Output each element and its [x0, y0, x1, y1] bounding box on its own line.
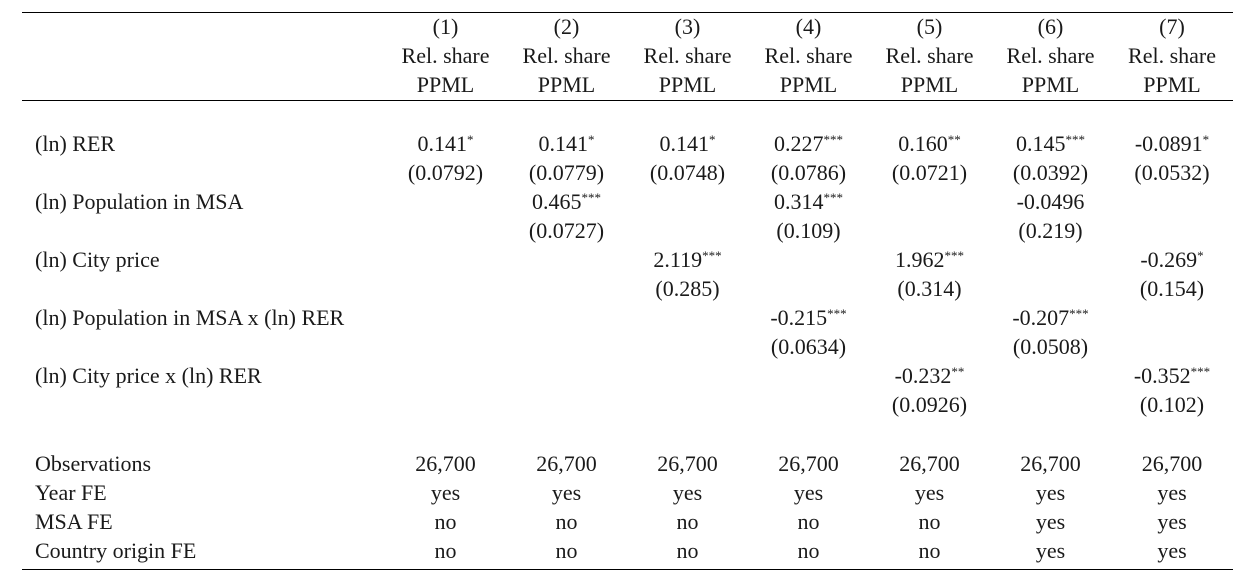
- coef-row: [22, 361, 1233, 390]
- stat-value: no: [555, 509, 578, 534]
- standard-error: [506, 390, 627, 419]
- coef-cell: [506, 129, 627, 158]
- se-row: [22, 390, 1233, 419]
- standard-error: [506, 274, 627, 303]
- coef-cell: [748, 303, 869, 332]
- coef-cell: [627, 129, 748, 158]
- coefficient-value: 0.314: [774, 189, 824, 214]
- standard-error: (0.314): [897, 276, 962, 301]
- stat-label: Observations: [35, 451, 152, 476]
- standard-error: [869, 332, 990, 361]
- standard-error: (0.0779): [528, 160, 605, 185]
- stat-value: 26,700: [1141, 451, 1203, 476]
- coef-cell: [748, 187, 869, 216]
- coef-cell: [506, 187, 627, 216]
- standard-error: (0.0786): [770, 160, 847, 185]
- coefficient-value: 0.465: [532, 189, 582, 214]
- coef-cell: [869, 361, 990, 390]
- stat-label: Country origin FE: [35, 538, 197, 563]
- significance-stars: *: [1197, 248, 1204, 263]
- stat-value: 26,700: [657, 451, 718, 476]
- stat-value: yes: [430, 480, 461, 505]
- coefficient-value: -0.207: [1012, 305, 1070, 330]
- standard-error: [990, 274, 1111, 303]
- standard-error: (0.109): [776, 218, 841, 243]
- coef-cell: [385, 129, 506, 158]
- standard-error: (0.0392): [1012, 160, 1089, 185]
- variable-label: (ln) Population in MSA x (ln) RER: [35, 305, 345, 330]
- coefficient-value: 0.141: [659, 131, 709, 156]
- spacer-cell: [22, 419, 1233, 449]
- coefficient-value: 0.141: [417, 131, 467, 156]
- significance-stars: *: [1202, 132, 1210, 147]
- estimation-method: PPML: [1143, 72, 1201, 97]
- coef-cell: [748, 129, 869, 158]
- coef-cell: [869, 303, 990, 332]
- dependent-variable: Rel. share: [764, 43, 853, 68]
- estimation-method: PPML: [658, 72, 717, 97]
- coef-cell: [869, 187, 990, 216]
- standard-error: (0.0532): [1134, 160, 1210, 185]
- se-stub: [22, 216, 385, 245]
- dependent-variable: Rel. share: [522, 43, 611, 68]
- coefficient-value: -0.215: [770, 305, 828, 330]
- dependent-variable: Rel. share: [1006, 43, 1095, 68]
- significance-stars: *: [588, 132, 595, 147]
- header-stub: [22, 12, 385, 41]
- coef-cell: [990, 245, 1111, 274]
- stat-value: 26,700: [1020, 451, 1081, 476]
- variable-label: (ln) City price: [35, 247, 160, 272]
- coef-cell: [385, 361, 506, 390]
- coef-row: [22, 129, 1233, 158]
- se-stub: [22, 390, 385, 419]
- significance-stars: ***: [1065, 132, 1085, 147]
- standard-error: [627, 216, 748, 245]
- se-stub: [22, 332, 385, 361]
- significance-stars: ***: [823, 132, 843, 147]
- stat-label: Year FE: [35, 480, 107, 505]
- stat-value: no: [918, 538, 941, 563]
- significance-stars: ***: [944, 248, 964, 263]
- coef-cell: [506, 361, 627, 390]
- coef-cell: [990, 303, 1111, 332]
- coef-cell: [385, 245, 506, 274]
- standard-error: [990, 390, 1111, 419]
- significance-stars: ***: [827, 306, 847, 321]
- header-row-dependent-variable: [22, 41, 1233, 70]
- se-stub: [22, 158, 385, 187]
- coef-cell: [627, 361, 748, 390]
- standard-error: [385, 390, 506, 419]
- coef-cell: [1111, 187, 1233, 216]
- standard-error: [385, 274, 506, 303]
- header-row-estimation-method: [22, 70, 1233, 99]
- coef-cell: [1111, 361, 1233, 390]
- significance-stars: ***: [1190, 364, 1211, 379]
- significance-stars: ***: [823, 190, 843, 205]
- stat-label: MSA FE: [35, 509, 113, 534]
- significance-stars: **: [947, 132, 961, 147]
- column-number: (7): [1159, 14, 1185, 39]
- column-number: (6): [1037, 14, 1064, 39]
- stat-value: no: [918, 509, 941, 534]
- column-number: (3): [674, 14, 701, 39]
- coef-cell: [748, 245, 869, 274]
- coefficient-value: -0.0891: [1134, 131, 1203, 156]
- header-row-column-number: [22, 12, 1233, 41]
- standard-error: (0.102): [1139, 392, 1205, 417]
- stat-value: yes: [1035, 538, 1066, 563]
- standard-error: [385, 332, 506, 361]
- estimation-method: PPML: [900, 72, 959, 97]
- stat-value: 26,700: [415, 451, 476, 476]
- significance-stars: ***: [702, 248, 722, 263]
- coefficient-value: 1.962: [895, 247, 945, 272]
- standard-error: [1111, 216, 1233, 245]
- standard-error: (0.0508): [1012, 334, 1089, 359]
- coef-cell: [869, 129, 990, 158]
- stat-value: yes: [1157, 509, 1187, 534]
- coef-cell: [385, 187, 506, 216]
- table-bottom-rule: [22, 569, 1233, 570]
- estimation-method: PPML: [1021, 72, 1080, 97]
- coefficient-value: 0.145: [1016, 131, 1066, 156]
- column-number: (2): [553, 14, 580, 39]
- standard-error: (0.219): [1018, 218, 1083, 243]
- stat-value: 26,700: [778, 451, 839, 476]
- standard-error: (0.0727): [528, 218, 605, 243]
- standard-error: (0.0634): [770, 334, 847, 359]
- se-row: [22, 332, 1233, 361]
- dependent-variable: Rel. share: [643, 43, 732, 68]
- coefficient-value: -0.0496: [1016, 189, 1085, 214]
- regression-table: [22, 12, 1233, 565]
- standard-error: (0.0721): [891, 160, 968, 185]
- stat-row: [22, 449, 1233, 478]
- coef-cell: [990, 129, 1111, 158]
- coef-cell: [506, 303, 627, 332]
- standard-error: [748, 274, 869, 303]
- coef-row: [22, 245, 1233, 274]
- significance-stars: *: [709, 132, 716, 147]
- standard-error: (0.0792): [407, 160, 484, 185]
- stat-value: no: [555, 538, 578, 563]
- coef-cell: [1111, 129, 1233, 158]
- standard-error: [1111, 332, 1233, 361]
- stat-value: no: [676, 509, 699, 534]
- dependent-variable: Rel. share: [885, 43, 974, 68]
- estimation-method: PPML: [416, 72, 475, 97]
- stat-value: no: [797, 538, 820, 563]
- coefficient-value: 2.119: [653, 247, 703, 272]
- coef-cell: [627, 187, 748, 216]
- coef-row: [22, 303, 1233, 332]
- estimation-method: PPML: [779, 72, 838, 97]
- coef-cell: [1111, 245, 1233, 274]
- variable-label: (ln) Population in MSA: [35, 189, 244, 214]
- significance-stars: *: [467, 132, 474, 147]
- significance-stars: **: [951, 364, 965, 379]
- column-number: (4): [795, 14, 822, 39]
- variable-label: (ln) City price x (ln) RER: [35, 363, 262, 388]
- column-number: (5): [916, 14, 943, 39]
- stat-value: no: [676, 538, 699, 563]
- header-stub: [22, 70, 385, 99]
- header-stub: [22, 41, 385, 70]
- standard-error: [627, 332, 748, 361]
- standard-error: [869, 216, 990, 245]
- stat-value: yes: [672, 480, 703, 505]
- se-row: [22, 158, 1233, 187]
- coefficient-value: 0.227: [774, 131, 824, 156]
- se-stub: [22, 274, 385, 303]
- spacer-after-header: [22, 99, 1233, 129]
- coefficient-value: 0.141: [538, 131, 588, 156]
- dependent-variable: Rel. share: [401, 43, 490, 68]
- se-row: [22, 274, 1233, 303]
- coef-cell: [748, 361, 869, 390]
- standard-error: (0.0748): [649, 160, 726, 185]
- coef-cell: [990, 361, 1111, 390]
- coef-cell: [1111, 303, 1233, 332]
- significance-stars: ***: [581, 190, 601, 205]
- standard-error: (0.154): [1139, 276, 1205, 301]
- column-number: (1): [432, 14, 459, 39]
- stat-row: [22, 536, 1233, 565]
- estimation-method: PPML: [537, 72, 596, 97]
- coefficient-value: -0.232: [894, 363, 952, 388]
- stat-value: no: [434, 538, 457, 563]
- stat-value: 26,700: [536, 451, 597, 476]
- coef-cell: [627, 303, 748, 332]
- stat-row: [22, 478, 1233, 507]
- stat-value: no: [797, 509, 820, 534]
- dependent-variable: Rel. share: [1128, 43, 1216, 68]
- standard-error: [385, 216, 506, 245]
- coef-cell: [627, 245, 748, 274]
- stat-value: yes: [914, 480, 945, 505]
- standard-error: [627, 390, 748, 419]
- significance-stars: ***: [1069, 306, 1089, 321]
- standard-error: (0.0926): [891, 392, 968, 417]
- stat-row: [22, 507, 1233, 536]
- coefficient-value: -0.269: [1140, 247, 1198, 272]
- coef-cell: [990, 187, 1111, 216]
- stat-value: yes: [551, 480, 582, 505]
- coefficient-value: -0.352: [1133, 363, 1191, 388]
- stat-value: 26,700: [899, 451, 960, 476]
- stat-value: yes: [1157, 538, 1187, 563]
- coef-cell: [506, 245, 627, 274]
- variable-label: (ln) RER: [35, 131, 116, 156]
- standard-error: [506, 332, 627, 361]
- stat-value: no: [434, 509, 457, 534]
- spacer-before-stats: [22, 419, 1233, 449]
- coefficient-value: 0.160: [898, 131, 948, 156]
- stat-value: yes: [1035, 480, 1066, 505]
- coef-cell: [385, 303, 506, 332]
- se-row: [22, 216, 1233, 245]
- standard-error: (0.285): [655, 276, 720, 301]
- coef-row: [22, 187, 1233, 216]
- stat-value: yes: [1035, 509, 1066, 534]
- spacer-cell: [22, 99, 1233, 129]
- standard-error: [748, 390, 869, 419]
- coef-cell: [869, 245, 990, 274]
- stat-value: yes: [1157, 480, 1187, 505]
- stat-value: yes: [793, 480, 824, 505]
